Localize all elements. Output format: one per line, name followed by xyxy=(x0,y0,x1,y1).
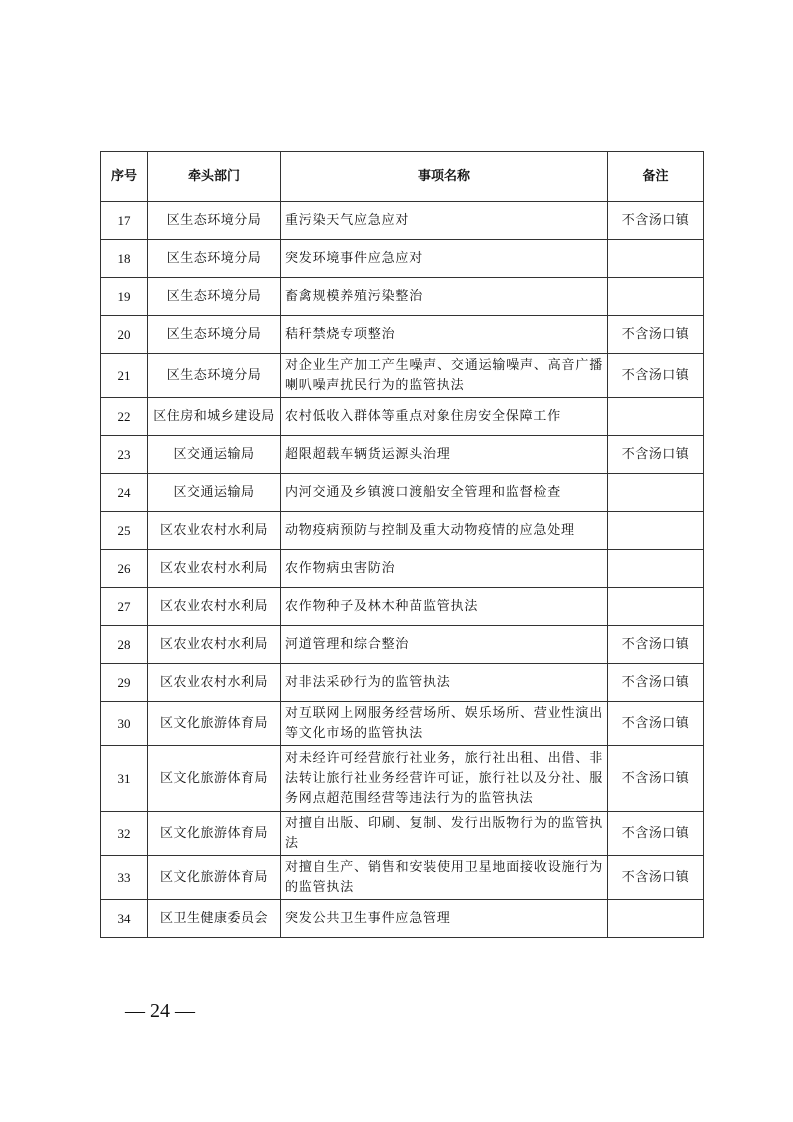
table-row xyxy=(101,550,704,588)
row-number: 24 xyxy=(101,474,148,512)
row-dept: 区交通运输局 xyxy=(148,436,281,474)
matters-table xyxy=(100,151,704,938)
row-number: 34 xyxy=(101,900,148,938)
table-header-row xyxy=(101,152,704,202)
row-note xyxy=(608,550,704,588)
row-item: 畜禽规模养殖污染整治 xyxy=(281,278,608,316)
table-row xyxy=(101,202,704,240)
row-number: 27 xyxy=(101,588,148,626)
row-note xyxy=(608,512,704,550)
row-note: 不含汤口镇 xyxy=(608,436,704,474)
table-row xyxy=(101,512,704,550)
table-row xyxy=(101,900,704,938)
row-dept: 区生态环境分局 xyxy=(148,278,281,316)
row-note: 不含汤口镇 xyxy=(608,746,704,812)
header-note: 备注 xyxy=(608,152,704,202)
row-dept: 区交通运输局 xyxy=(148,474,281,512)
row-item: 超限超载车辆货运源头治理 xyxy=(281,436,608,474)
header-item: 事项名称 xyxy=(281,152,608,202)
row-dept: 区农业农村水利局 xyxy=(148,664,281,702)
row-dept: 区农业农村水利局 xyxy=(148,626,281,664)
row-note: 不含汤口镇 xyxy=(608,626,704,664)
row-number: 25 xyxy=(101,512,148,550)
row-note xyxy=(608,240,704,278)
row-note xyxy=(608,474,704,512)
table-row xyxy=(101,746,704,812)
row-item: 对擅自生产、销售和安装使用卫星地面接收设施行为的监管执法 xyxy=(281,856,608,900)
row-number: 20 xyxy=(101,316,148,354)
table-row xyxy=(101,812,704,856)
header-no: 序号 xyxy=(101,152,148,202)
table-row xyxy=(101,240,704,278)
row-number: 18 xyxy=(101,240,148,278)
row-item: 突发公共卫生事件应急管理 xyxy=(281,900,608,938)
table-row xyxy=(101,626,704,664)
row-item: 农村低收入群体等重点对象住房安全保障工作 xyxy=(281,398,608,436)
row-number: 22 xyxy=(101,398,148,436)
row-number: 21 xyxy=(101,354,148,398)
row-dept: 区生态环境分局 xyxy=(148,240,281,278)
row-number: 26 xyxy=(101,550,148,588)
header-dept: 牵头部门 xyxy=(148,152,281,202)
table-row xyxy=(101,474,704,512)
row-number: 23 xyxy=(101,436,148,474)
row-number: 19 xyxy=(101,278,148,316)
row-note: 不含汤口镇 xyxy=(608,856,704,900)
row-dept: 区文化旅游体育局 xyxy=(148,812,281,856)
table-row xyxy=(101,702,704,746)
row-note xyxy=(608,398,704,436)
row-item: 突发环境事件应急应对 xyxy=(281,240,608,278)
table-row xyxy=(101,354,704,398)
row-item: 对互联网上网服务经营场所、娱乐场所、营业性演出等文化市场的监管执法 xyxy=(281,702,608,746)
row-note xyxy=(608,900,704,938)
table-row xyxy=(101,316,704,354)
row-dept: 区农业农村水利局 xyxy=(148,550,281,588)
row-dept: 区生态环境分局 xyxy=(148,316,281,354)
row-dept: 区卫生健康委员会 xyxy=(148,900,281,938)
row-dept: 区生态环境分局 xyxy=(148,202,281,240)
row-dept: 区农业农村水利局 xyxy=(148,512,281,550)
row-item: 对擅自出版、印刷、复制、发行出版物行为的监管执法 xyxy=(281,812,608,856)
row-item: 对企业生产加工产生噪声、交通运输噪声、高音广播喇叭噪声扰民行为的监管执法 xyxy=(281,354,608,398)
row-note: 不含汤口镇 xyxy=(608,664,704,702)
row-item: 农作物病虫害防治 xyxy=(281,550,608,588)
row-item: 秸秆禁烧专项整治 xyxy=(281,316,608,354)
row-item: 对非法采砂行为的监管执法 xyxy=(281,664,608,702)
row-number: 28 xyxy=(101,626,148,664)
row-number: 33 xyxy=(101,856,148,900)
table-row xyxy=(101,664,704,702)
row-note: 不含汤口镇 xyxy=(608,702,704,746)
row-number: 31 xyxy=(101,746,148,812)
row-item: 动物疫病预防与控制及重大动物疫情的应急处理 xyxy=(281,512,608,550)
row-dept: 区住房和城乡建设局 xyxy=(148,398,281,436)
row-number: 17 xyxy=(101,202,148,240)
row-note: 不含汤口镇 xyxy=(608,202,704,240)
row-dept: 区农业农村水利局 xyxy=(148,588,281,626)
row-item: 内河交通及乡镇渡口渡船安全管理和监督检查 xyxy=(281,474,608,512)
page-number: — 24 — xyxy=(125,1000,195,1022)
row-note: 不含汤口镇 xyxy=(608,316,704,354)
table-row xyxy=(101,398,704,436)
row-number: 29 xyxy=(101,664,148,702)
table-row xyxy=(101,856,704,900)
row-dept: 区生态环境分局 xyxy=(148,354,281,398)
row-dept: 区文化旅游体育局 xyxy=(148,702,281,746)
row-note: 不含汤口镇 xyxy=(608,354,704,398)
table-row xyxy=(101,278,704,316)
row-item: 农作物种子及林木种苗监管执法 xyxy=(281,588,608,626)
row-item: 河道管理和综合整治 xyxy=(281,626,608,664)
row-dept: 区文化旅游体育局 xyxy=(148,856,281,900)
row-note xyxy=(608,278,704,316)
row-item: 重污染天气应急应对 xyxy=(281,202,608,240)
row-note xyxy=(608,588,704,626)
row-dept: 区文化旅游体育局 xyxy=(148,746,281,812)
row-item: 对未经许可经营旅行社业务，旅行社出租、出借、非法转让旅行社业务经营许可证，旅行社以及分社、服务网点超范围经营等违法行为的监管执法 xyxy=(281,746,608,812)
table-row xyxy=(101,436,704,474)
row-note: 不含汤口镇 xyxy=(608,812,704,856)
table-row xyxy=(101,588,704,626)
row-number: 30 xyxy=(101,702,148,746)
row-number: 32 xyxy=(101,812,148,856)
